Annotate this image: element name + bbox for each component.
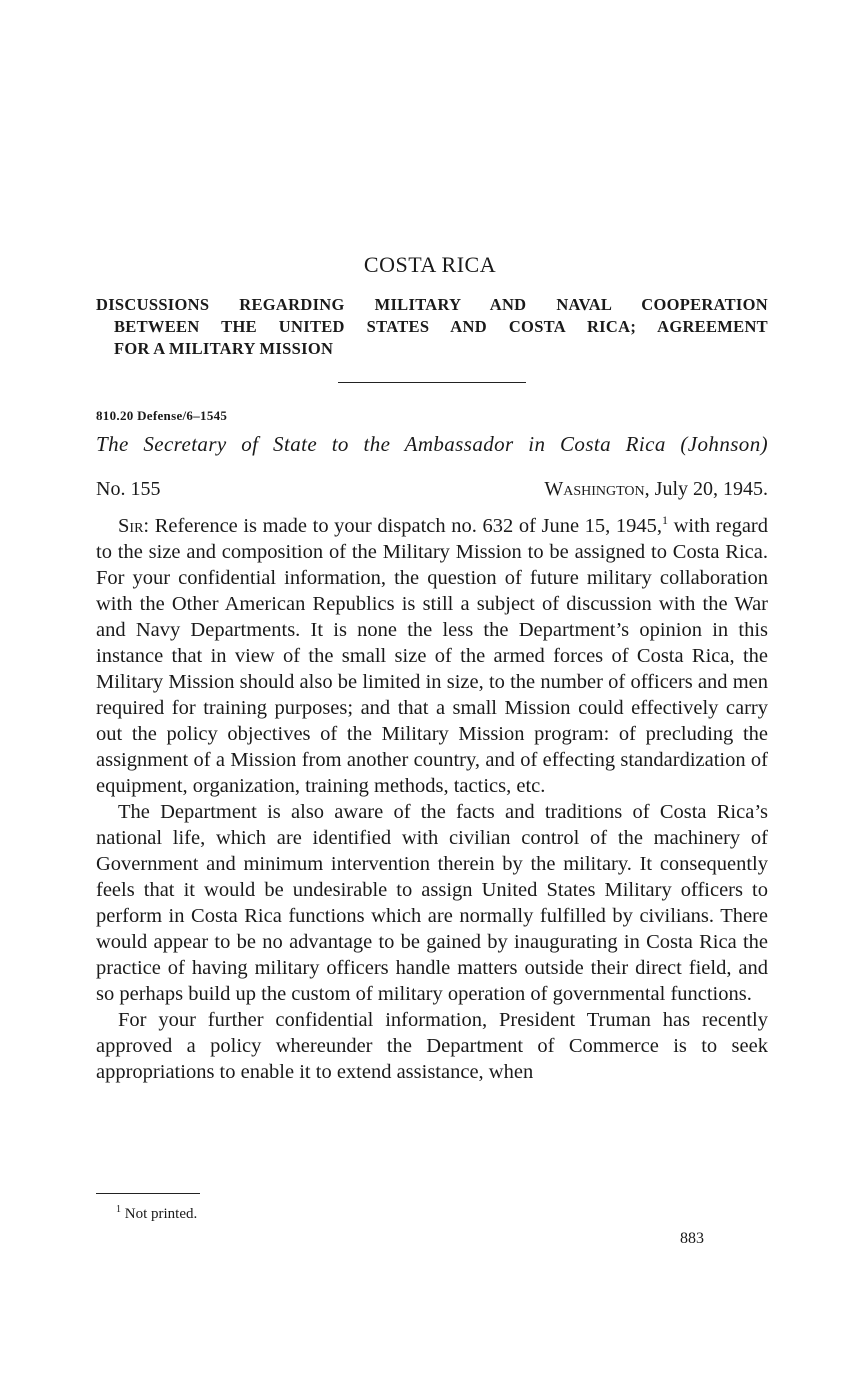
paragraph-3: For your further confidential information, President Truman has recently approved a policy whereunder the Department of Commerce is to seek appropriations to enable it to extend assistance, when [96,1008,768,1083]
page-number: 883 [680,1230,704,1247]
heading-divider [338,382,526,383]
dateline [544,478,768,501]
footnote-reference: 1 [662,513,669,527]
paragraph-1-text: : Reference is made to your dispatch no. 632 of June 15, 1945, [143,514,663,537]
document-title: The Secretary of State to the Ambassador in Costa Rica (Johnson) [96,432,768,456]
section-heading-line-2: BETWEEN THE UNITED STATES AND COSTA RICA; AGREEMENT [114,317,768,336]
country-heading: COSTA RICA [363,252,497,277]
footnote-mark: 1 [116,1204,121,1215]
footnote [116,1204,197,1223]
letter-body [96,507,768,1085]
dateline-place: Washington [544,478,645,500]
section-heading-line-3: FOR A MILITARY MISSION [114,339,334,358]
paragraph-1 [96,507,768,799]
section-heading-line-1: DISCUSSIONS REGARDING MILITARY AND NAVAL COOPERATION [96,295,768,314]
footnote-text: Not printed. [121,1206,198,1222]
dateline-date: , July 20, 1945. [644,478,768,500]
footnote-divider [96,1193,200,1194]
paragraph-2: The Department is also aware of the facts and traditions of Costa Rica’s national life, which are identified with civilian control of the machinery of Government and minimum intervention therein by the military. It consequently feels that it would be undesirable to assign United States Military officers to perform in Costa Rica functions which are normally fulfilled by civilians. There would appear to be no advantage to be gained by inaugurating in Costa Rica the practice of having military officers handle matters outside their direct field, and so perhaps build up the custom of military operation of governmental functions. [96,800,768,1005]
document-number: No. 155 [96,478,161,500]
paragraph-1-text-cont: with regard to the size and composition of the Military Mission to be assigned to Costa Rica. For your confidential information, the question of future military collaboration with the Other American Republics is still a subject of discussion with the War and Navy Departments. It is none the less the Department’s opinion in this instance that in view of the small size of the armed forces of Costa Rica, the Military Mission should also be limited in size, to the number of officers and men required for training purposes; and that a small Mission could effectively carry out the policy objectives of the Military Mission program: of precluding the assignment of a Mission from another country, and of effecting standardization of equipment, organization, training methods, tactics, etc. [96,514,769,797]
section-heading [96,294,768,360]
salutation: Sir [118,514,144,537]
file-reference: 810.20 Defense/6–1545 [96,408,228,423]
